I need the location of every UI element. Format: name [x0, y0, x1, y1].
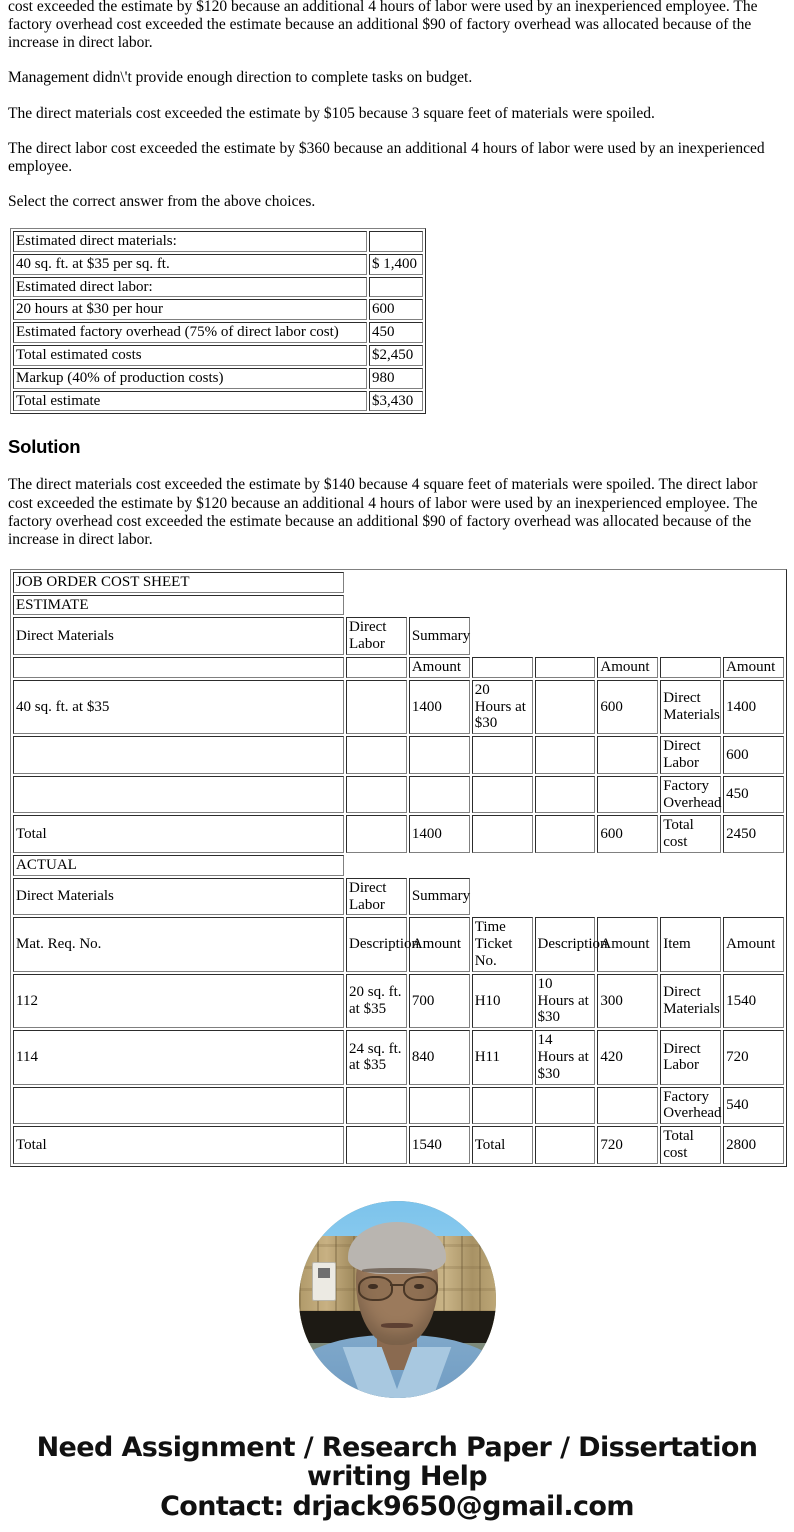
est-cell-c5 — [597, 736, 658, 774]
avatar-eyebrows — [362, 1268, 433, 1273]
table-row — [13, 254, 423, 275]
estimate-value-cell: 980 — [369, 368, 423, 389]
table-row — [13, 617, 784, 655]
est-cell-c0 — [13, 736, 344, 774]
est-group-direct-labor: Direct Labor — [346, 617, 407, 655]
est-cell-c1 — [346, 680, 407, 734]
est-group-summary: Summary — [409, 617, 470, 655]
footer-line-3: Contact: drjack9650@gmail.com — [160, 1491, 634, 1523]
est-cell-c6: Direct Labor — [660, 736, 721, 774]
estimate-value-cell — [369, 231, 423, 252]
act-cell-c7: 540 — [723, 1087, 784, 1125]
act-colhdr-c1: Description — [346, 917, 407, 971]
est-cell-c1 — [346, 815, 407, 853]
est-cell-c6: Direct Materials — [660, 680, 721, 734]
glasses-bridge-icon — [390, 1284, 404, 1286]
act-colhdr-c4: Description — [535, 917, 596, 971]
job-order-cost-sheet-table — [10, 569, 787, 1167]
act-cell-c3 — [472, 1087, 533, 1125]
table-row — [13, 776, 784, 814]
act-cell-c4: 10 Hours at $30 — [535, 974, 596, 1028]
act-group-direct-materials: Direct Materials — [13, 878, 344, 916]
table-row — [13, 277, 423, 298]
job-sheet-title-cell: JOB ORDER COST SHEET — [13, 572, 344, 593]
act-cell-c3: H10 — [472, 974, 533, 1028]
act-cell-c0: 112 — [13, 974, 344, 1028]
est-cell-c7: 1400 — [723, 680, 784, 734]
glasses-lens-right-icon — [403, 1276, 439, 1302]
est-cell-c3 — [472, 736, 533, 774]
estimate-cost-table — [10, 228, 426, 414]
act-group-summary: Summary — [409, 878, 470, 916]
est-colhdr-c2: Amount — [409, 657, 470, 678]
estimate-section-title-cell: ESTIMATE — [13, 595, 344, 616]
act-cell-c0: 114 — [13, 1030, 344, 1084]
intro-paragraph-2: Management didn\'t provide enough direction to complete tasks on budget. — [8, 69, 473, 87]
act-cell-c5 — [597, 1087, 658, 1125]
solution-paragraph: The direct materials cost exceeded the estimate by $140 because 4 square feet of materials were spoiled. The direct labor cost exceeded the estimate by $120 because an additional 4 hours of labor were used by an inexperienced employee. The factory overhead cost exceeded the estimate because an additional $90 of factory overhead was allocated because of the increase in direct labor. — [8, 476, 758, 548]
act-cell-c4 — [535, 1126, 596, 1164]
est-cell-c2 — [409, 776, 470, 814]
act-cell-c6: Direct Labor — [660, 1030, 721, 1084]
avatar-wall-switch — [312, 1262, 336, 1301]
estimate-label-cell: Estimated direct labor: — [13, 277, 367, 298]
intro-paragraph-3: The direct materials cost exceeded the estimate by $105 because 3 square feet of materials were spoiled. — [8, 104, 655, 122]
table-row — [13, 680, 784, 734]
act-cell-c3: Total — [472, 1126, 533, 1164]
table-row — [13, 391, 423, 412]
table-row — [13, 345, 423, 366]
est-colhdr-c3 — [472, 657, 533, 678]
act-cell-c0 — [13, 1087, 344, 1125]
footer-line-1: Need Assignment / Research Paper / Dissertation — [36, 1431, 758, 1463]
act-colhdr-c2: Amount — [409, 917, 470, 971]
est-cell-c1 — [346, 736, 407, 774]
estimate-label-cell: 20 hours at $30 per hour — [13, 299, 367, 320]
act-cell-c3: H11 — [472, 1030, 533, 1084]
act-cell-c6: Total cost — [660, 1126, 721, 1164]
table-row — [13, 736, 784, 774]
act-cell-c5: 300 — [597, 974, 658, 1028]
avatar — [299, 1201, 496, 1398]
act-colhdr-c6: Item — [660, 917, 721, 971]
act-cell-c2: 840 — [409, 1030, 470, 1084]
est-cell-c5: 600 — [597, 815, 658, 853]
table-row — [13, 572, 784, 593]
act-cell-c1 — [346, 1087, 407, 1125]
table-row — [13, 974, 784, 1028]
est-cell-c2: 1400 — [409, 680, 470, 734]
avatar-container — [8, 1201, 786, 1398]
intro-paragraph-1: cost exceeded the estimate by $120 because an additional 4 hours of labor were used by an inexperienced employee. The factory overhead cost exceeded the estimate because an additional $90 of factory overhead was allocated because of the increase in direct labor. — [8, 0, 758, 52]
estimate-value-cell: $ 1,400 — [369, 254, 423, 275]
table-row — [13, 368, 423, 389]
act-colhdr-c5: Amount — [597, 917, 658, 971]
table-row — [13, 1126, 784, 1164]
table-row — [13, 299, 423, 320]
est-colhdr-c1 — [346, 657, 407, 678]
act-cell-c5: 420 — [597, 1030, 658, 1084]
est-cell-c0: Total — [13, 815, 344, 853]
est-cell-c4 — [535, 815, 596, 853]
act-cell-c2: 1540 — [409, 1126, 470, 1164]
est-cell-c1 — [346, 776, 407, 814]
table-row — [13, 231, 423, 252]
act-cell-c2 — [409, 1087, 470, 1125]
estimate-value-cell: 450 — [369, 322, 423, 343]
intro-paragraph-5: Select the correct answer from the above choices. — [8, 192, 316, 210]
intro-paragraph-4: The direct labor cost exceeded the estimate by $360 because an additional 4 hours of labor were used by an inexperienced employee. — [8, 139, 765, 175]
act-colhdr-c0: Mat. Req. No. — [13, 917, 344, 971]
est-colhdr-c5: Amount — [597, 657, 658, 678]
estimate-value-cell: $2,450 — [369, 345, 423, 366]
est-cell-c4 — [535, 680, 596, 734]
table-row — [13, 1087, 784, 1125]
footer-line-2: writing Help — [307, 1461, 487, 1493]
estimate-value-cell: $3,430 — [369, 391, 423, 412]
est-cell-c7: 600 — [723, 736, 784, 774]
est-cell-c0 — [13, 776, 344, 814]
act-cell-c7: 1540 — [723, 974, 784, 1028]
estimate-label-cell: Markup (40% of production costs) — [13, 368, 367, 389]
est-group-direct-materials: Direct Materials — [13, 617, 344, 655]
act-colhdr-c3: Time Ticket No. — [472, 917, 533, 971]
est-cell-c0: 40 sq. ft. at $35 — [13, 680, 344, 734]
table-row — [13, 815, 784, 853]
act-cell-c7: 720 — [723, 1030, 784, 1084]
est-cell-c4 — [535, 776, 596, 814]
table-row — [13, 855, 784, 876]
est-cell-c3: 20 Hours at $30 — [472, 680, 533, 734]
est-colhdr-c4 — [535, 657, 596, 678]
act-cell-c2: 700 — [409, 974, 470, 1028]
act-cell-c6: Direct Materials — [660, 974, 721, 1028]
est-cell-c4 — [535, 736, 596, 774]
est-colhdr-c6 — [660, 657, 721, 678]
act-cell-c1 — [346, 1126, 407, 1164]
estimate-value-cell — [369, 277, 423, 298]
act-cell-c6: Factory Overhead — [660, 1087, 721, 1125]
estimate-label-cell: 40 sq. ft. at $35 per sq. ft. — [13, 254, 367, 275]
footer-promo-text — [8, 1433, 786, 1522]
est-cell-c7: 2450 — [723, 815, 784, 853]
est-cell-c3 — [472, 815, 533, 853]
table-row — [13, 657, 784, 678]
estimate-label-cell: Total estimated costs — [13, 345, 367, 366]
avatar-mouth — [381, 1323, 413, 1328]
act-cell-c4 — [535, 1087, 596, 1125]
est-cell-c5 — [597, 776, 658, 814]
act-cell-c1: 24 sq. ft. at $35 — [346, 1030, 407, 1084]
act-cell-c4: 14 Hours at $30 — [535, 1030, 596, 1084]
est-colhdr-c0 — [13, 657, 344, 678]
glasses-lens-left-icon — [358, 1276, 394, 1302]
act-colhdr-c7: Amount — [723, 917, 784, 971]
actual-section-title-cell: ACTUAL — [13, 855, 344, 876]
est-cell-c5: 600 — [597, 680, 658, 734]
est-cell-c2: 1400 — [409, 815, 470, 853]
est-cell-c2 — [409, 736, 470, 774]
estimate-label-cell: Estimated factory overhead (75% of direct labor cost) — [13, 322, 367, 343]
est-cell-c7: 450 — [723, 776, 784, 814]
table-row — [13, 595, 784, 616]
estimate-label-cell: Estimated direct materials: — [13, 231, 367, 252]
table-row — [13, 322, 423, 343]
estimate-label-cell: Total estimate — [13, 391, 367, 412]
act-cell-c1: 20 sq. ft. at $35 — [346, 974, 407, 1028]
table-row — [13, 917, 784, 971]
act-cell-c7: 2800 — [723, 1126, 784, 1164]
est-cell-c3 — [472, 776, 533, 814]
solution-heading: Solution — [8, 436, 81, 458]
table-row — [13, 1030, 784, 1084]
est-cell-c6: Factory Overhead — [660, 776, 721, 814]
estimate-value-cell: 600 — [369, 299, 423, 320]
est-cell-c6: Total cost — [660, 815, 721, 853]
act-group-direct-labor: Direct Labor — [346, 878, 407, 916]
act-cell-c5: 720 — [597, 1126, 658, 1164]
est-colhdr-c7: Amount — [723, 657, 784, 678]
table-row — [13, 878, 784, 916]
act-cell-c0: Total — [13, 1126, 344, 1164]
